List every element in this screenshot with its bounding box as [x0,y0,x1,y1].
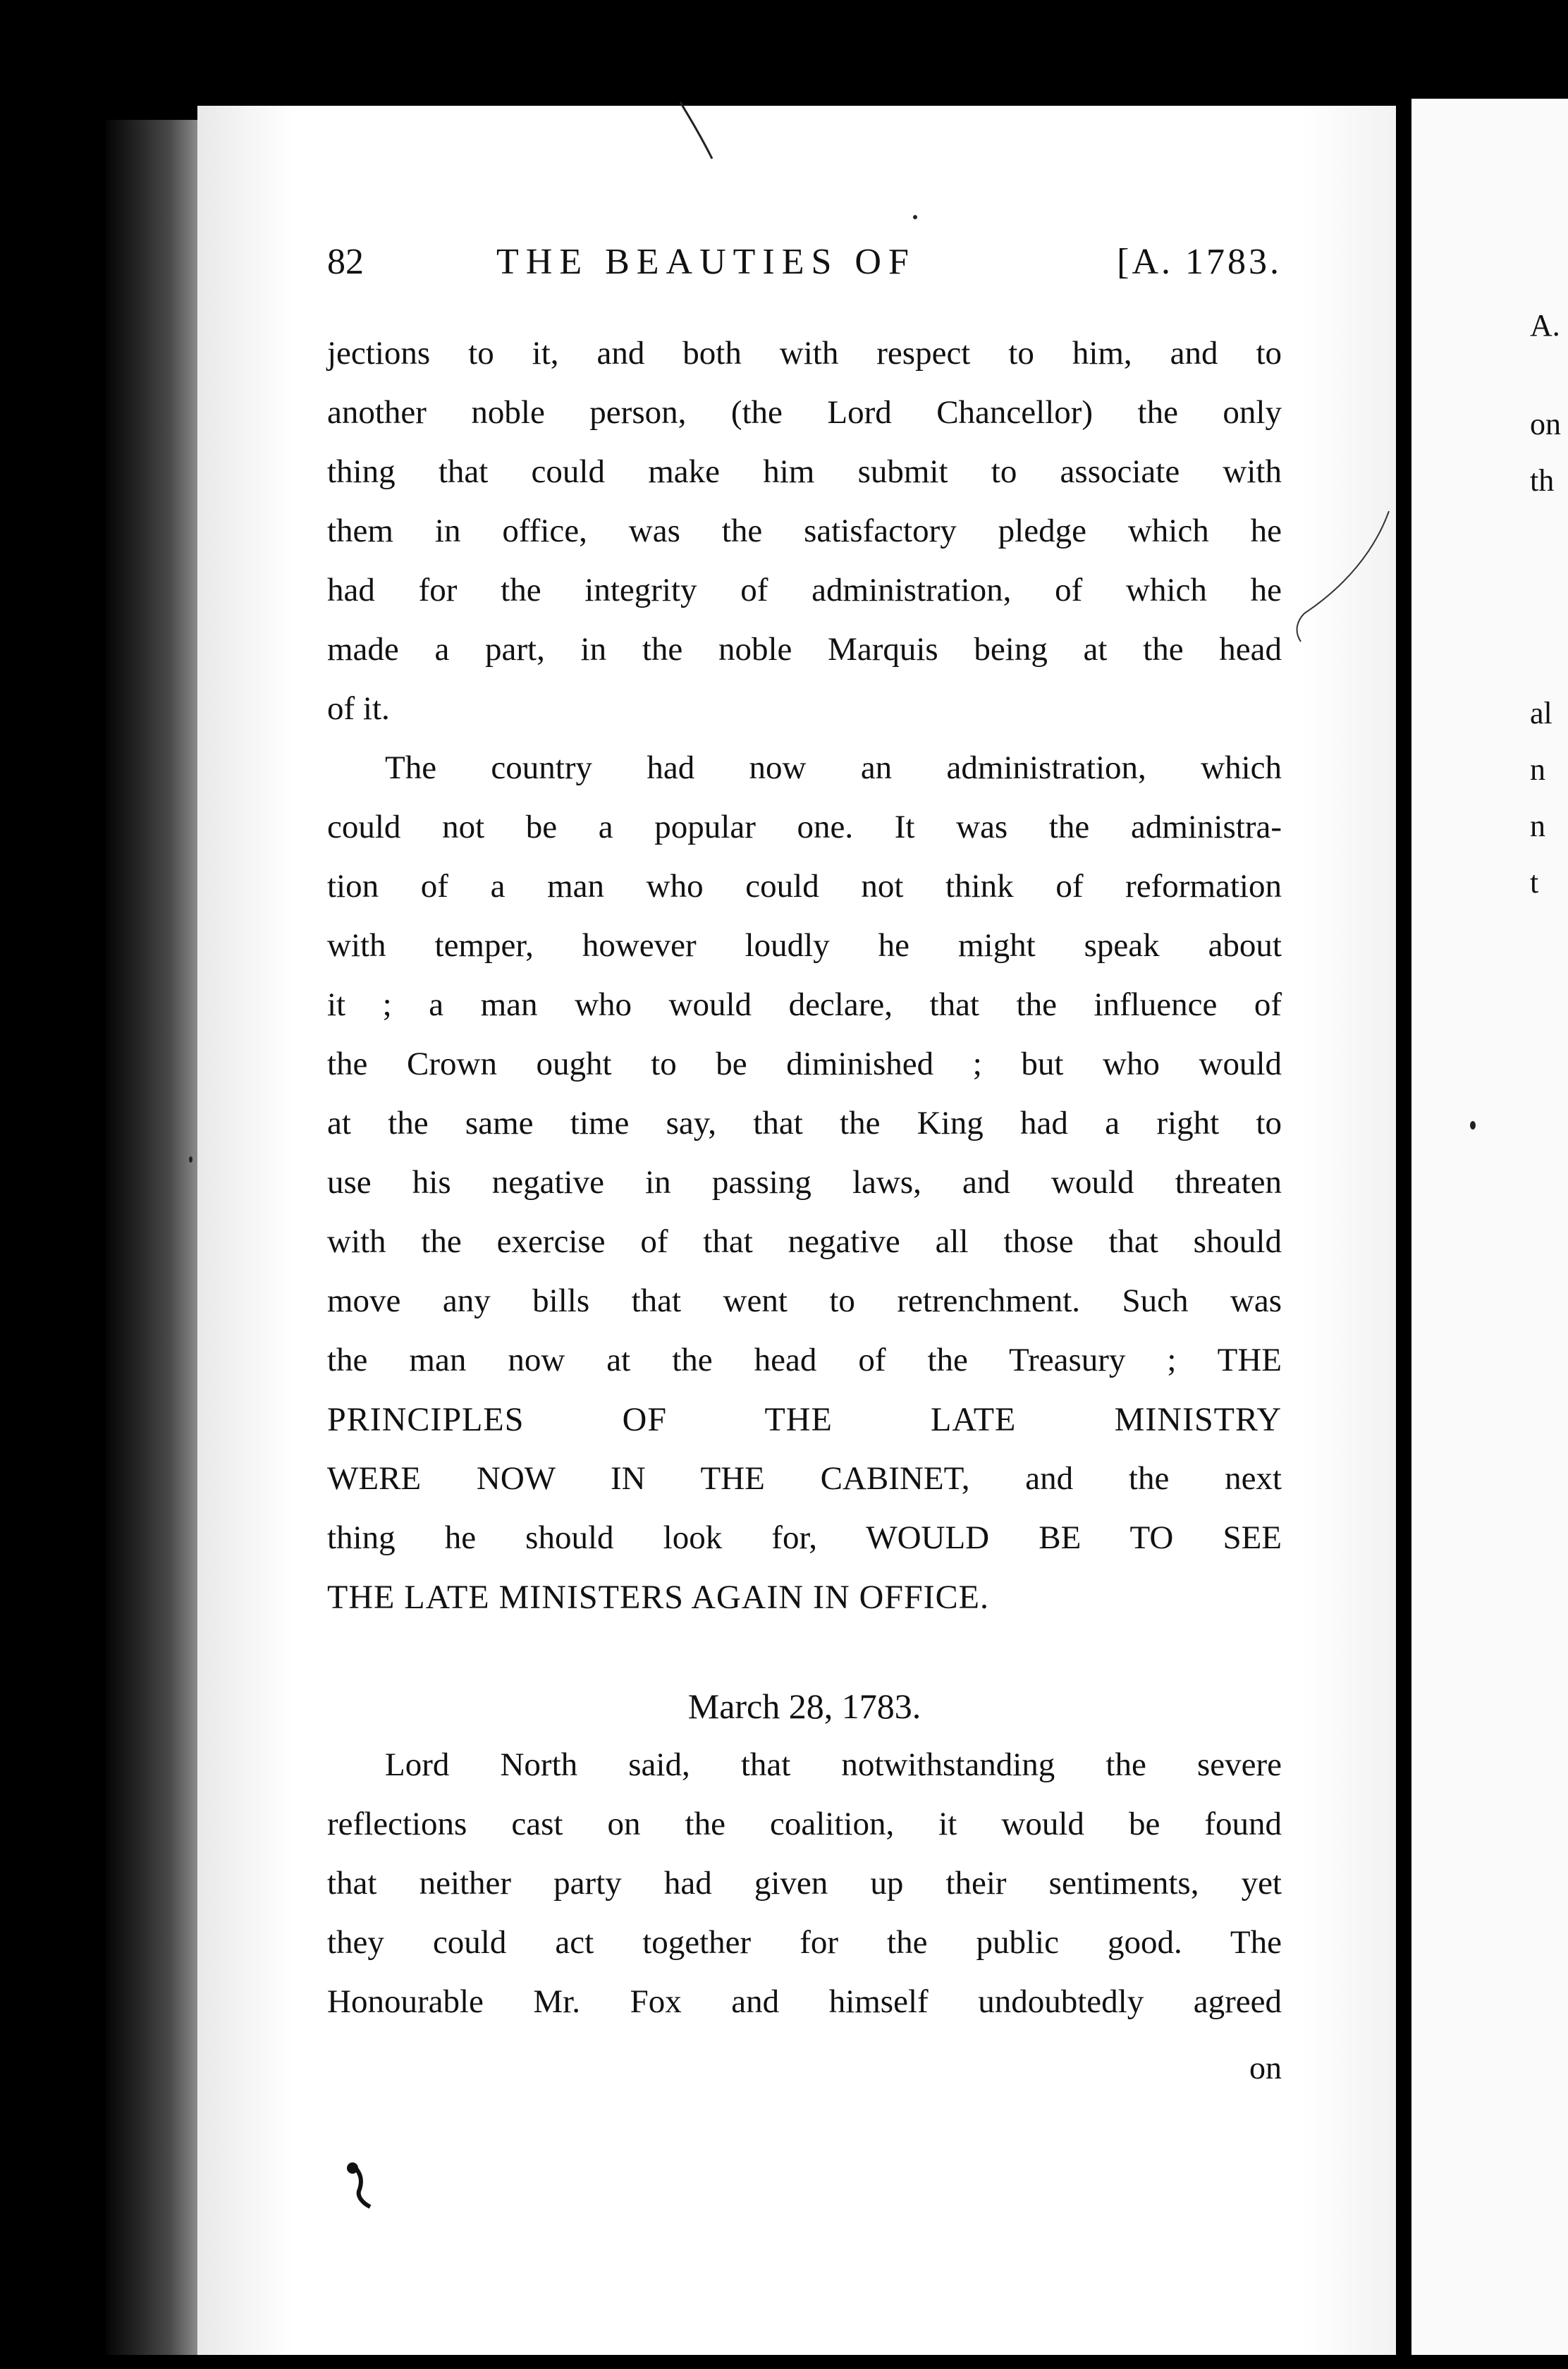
text-line: they could act together for the public good. The [327,1924,1282,1961]
text-line: jections to it, and both with respect to him, and to [327,335,1282,372]
text-line: The country had now an administration, which [385,749,1282,786]
facing-page [1411,99,1568,2355]
text-line: Lord North said, that notwithstanding the severe [385,1746,1282,1783]
running-title: THE BEAUTIES OF [496,242,916,282]
text-line: PRINCIPLES OF THE LATE MINISTRY [327,1401,1282,1438]
page-gutter [1396,106,1411,2355]
text-line: had for the integrity of administration, of which he [327,572,1282,608]
text-line: reflections cast on the coalition, it would be found [327,1806,1282,1842]
scan-blot [338,2157,381,2214]
scan-speck [913,215,917,219]
text-line: thing that could make him submit to associate with [327,453,1282,490]
catchword: on [1249,2050,1282,2086]
facing-page-fragment: on [1530,407,1561,441]
text-line: made a part, in the noble Marquis being at the head [327,631,1282,668]
text-line: thing he should look for, WOULD BE TO SEE [327,1519,1282,1556]
facing-page-fragment: al [1530,696,1552,730]
facing-page-fragment: th [1530,463,1555,498]
scan-speck [189,1156,192,1163]
text-line: tion of a man who could not think of reformation [327,868,1282,905]
text-line: of it. [327,690,390,727]
text-line: them in office, was the satisfactory pledge which he [327,513,1282,549]
page-number: 82 [327,242,364,282]
text-line: another noble person, (the Lord Chancellor) the only [327,394,1282,431]
text-line: move any bills that went to retrenchment. Such was [327,1283,1282,1319]
scan-speck [1470,1121,1476,1130]
text-line: use his negative in passing laws, and would threaten [327,1164,1282,1201]
scan-scratch [677,99,719,162]
text-line: the man now at the head of the Treasury ; THE [327,1342,1282,1378]
text-line: WERE NOW IN THE CABINET, and the next [327,1460,1282,1497]
text-line: THE LATE MINISTERS AGAIN IN OFFICE. [327,1579,989,1616]
text-line: with the exercise of that negative all those that should [327,1223,1282,1260]
text-line: Honourable Mr. Fox and himself undoubtedly agreed [327,1983,1282,2020]
text-line: at the same time say, that the King had a right to [327,1105,1282,1141]
book-binding-shadow [106,120,197,2355]
facing-page-fragment: t [1530,865,1539,900]
running-year: [A. 1783. [1117,242,1282,282]
running-head [327,241,1282,290]
scan-scratch [1290,508,1396,649]
facing-page-fragment: n [1530,809,1545,843]
text-line: the Crown ought to be diminished ; but who would [327,1046,1282,1082]
facing-page-fragment: A. [1530,308,1560,343]
text-line: with temper, however loudly he might speak about [327,927,1282,964]
text-line: could not be a popular one. It was the administra- [327,809,1282,845]
date-heading: March 28, 1783. [687,1687,921,1726]
facing-page-fragment: n [1530,752,1545,787]
text-line: it ; a man who would declare, that the influence of [327,986,1282,1023]
text-line: that neither party had given up their sentiments, yet [327,1865,1282,1902]
